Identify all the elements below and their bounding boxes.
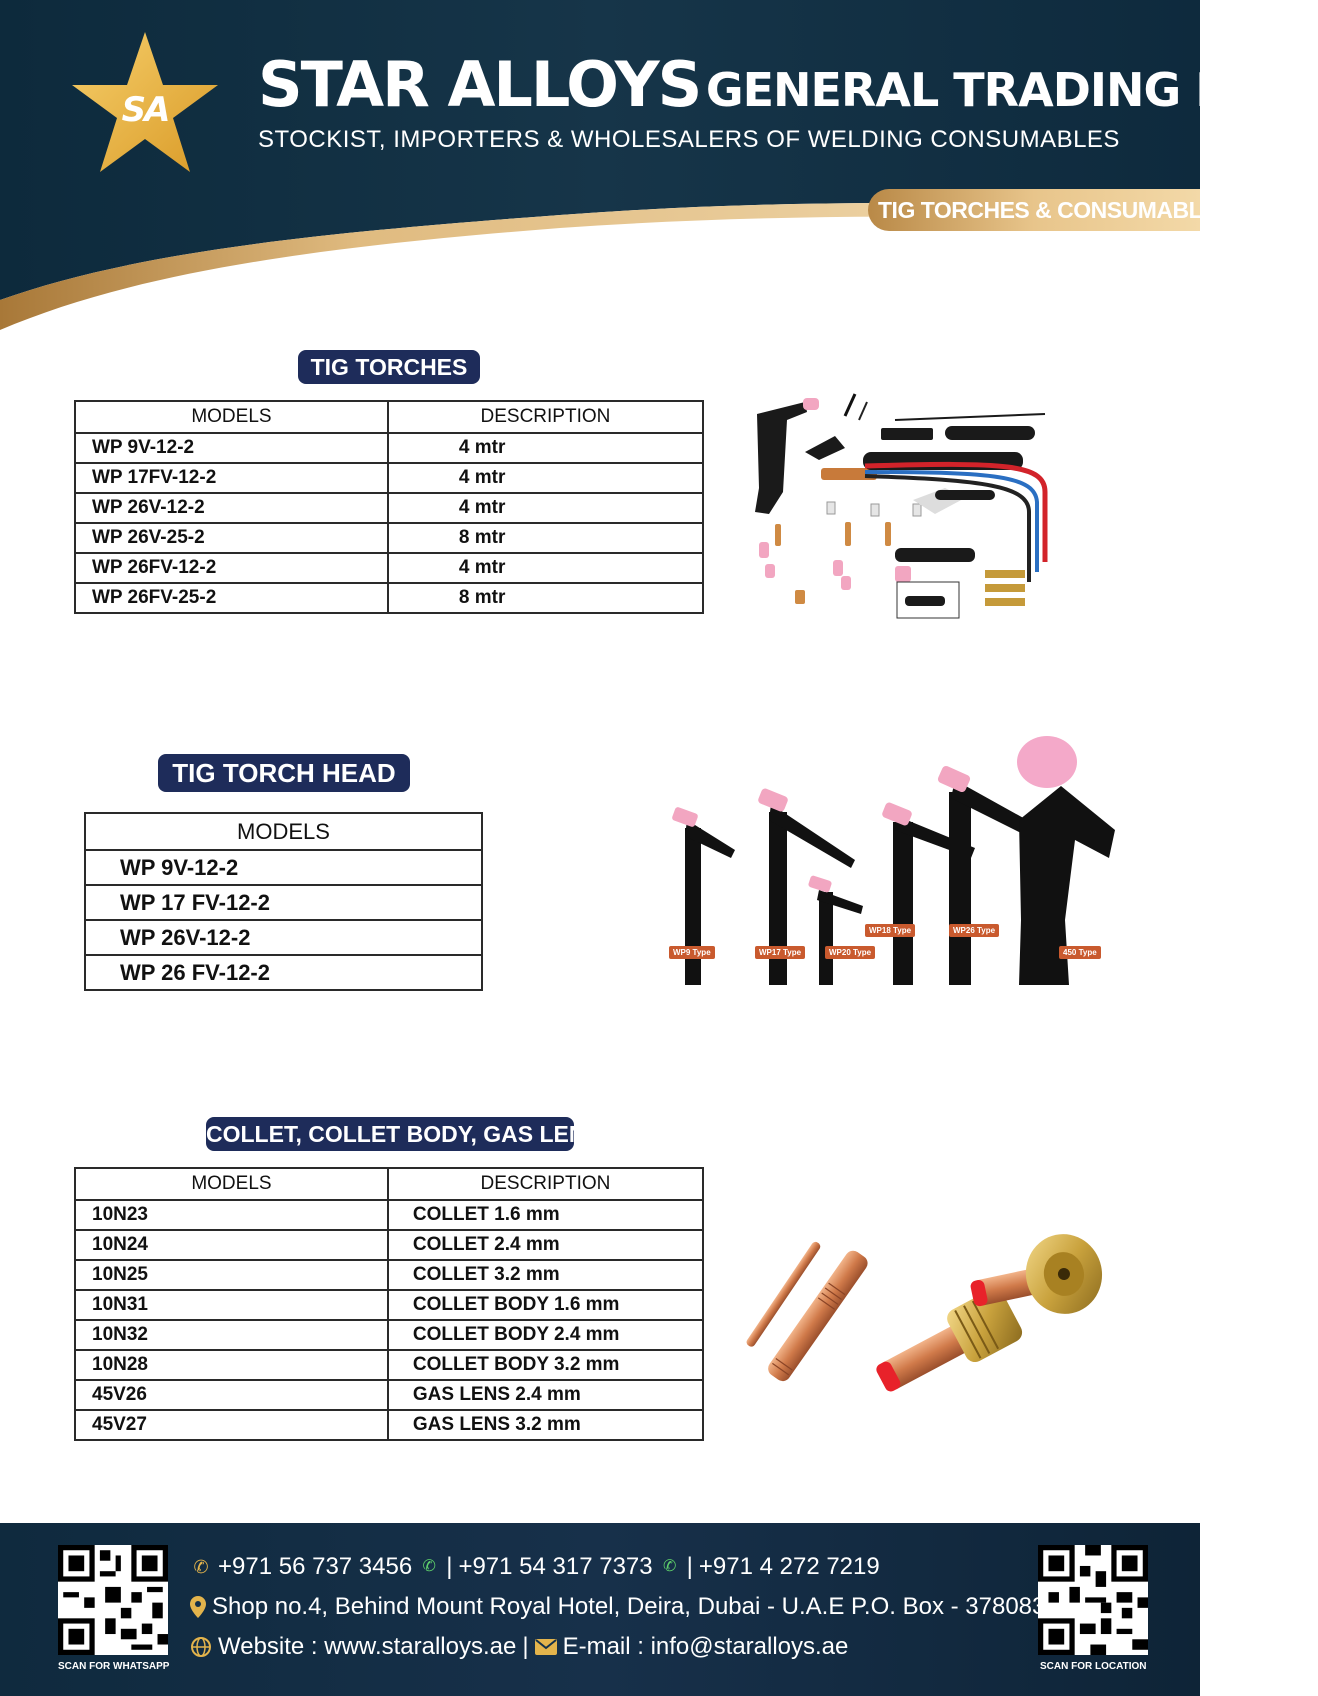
web-line	[190, 1633, 848, 1661]
collet-parts-illustration	[725, 1230, 1145, 1400]
table-row	[75, 1320, 703, 1350]
description-cell: 4 mtr	[388, 493, 703, 523]
description-cell: COLLET BODY 3.2 mm	[388, 1350, 703, 1380]
model-cell: WP 17 FV-12-2	[85, 885, 482, 920]
phone-icon: ✆	[193, 1557, 209, 1577]
description-cell: COLLET 2.4 mm	[388, 1230, 703, 1260]
description-cell: 4 mtr	[388, 553, 703, 583]
torch-type-tag: 450 Type	[1059, 946, 1101, 959]
model-cell: WP 26V-12-2	[75, 493, 388, 523]
model-cell: WP 26FV-12-2	[75, 553, 388, 583]
model-cell: 45V26	[75, 1380, 388, 1410]
section-badge: TIG TORCHES & CONSUMABLES	[868, 189, 1200, 231]
table-row	[75, 1410, 703, 1440]
separator: |	[686, 1553, 693, 1580]
torch-type-tag: WP20 Type	[825, 946, 875, 959]
company-tagline: STOCKIST, IMPORTERS & WHOLESALERS OF WELDING CONSUMABLES	[258, 126, 1120, 153]
company-name-primary: STAR ALLOYS	[258, 48, 701, 121]
table-row	[85, 885, 482, 920]
address-line	[190, 1593, 1045, 1621]
torch-type-tag: WP18 Type	[865, 924, 915, 937]
model-cell: WP 26V-12-2	[85, 920, 482, 955]
model-cell: 10N32	[75, 1320, 388, 1350]
mail-icon	[535, 1639, 557, 1655]
column-header-description: DESCRIPTION	[388, 1168, 703, 1200]
location-pin-icon	[190, 1596, 206, 1618]
description-cell: 4 mtr	[388, 463, 703, 493]
phone-number-2[interactable]: +971 54 317 7373	[458, 1553, 653, 1580]
description-cell: COLLET BODY 1.6 mm	[388, 1290, 703, 1320]
table-row	[75, 1290, 703, 1320]
table-row	[75, 523, 703, 553]
company-name-secondary: GENERAL TRADING L.L.C	[705, 63, 1318, 117]
qr-code-icon[interactable]	[58, 1545, 168, 1655]
table-row	[75, 433, 703, 463]
phone-number-1[interactable]: +971 56 737 3456	[218, 1553, 413, 1580]
model-cell: WP 9V-12-2	[75, 433, 388, 463]
phone-number-3[interactable]: +971 4 272 7219	[698, 1553, 880, 1580]
table-row	[75, 1260, 703, 1290]
model-cell: 10N28	[75, 1350, 388, 1380]
tig-torches-table	[74, 400, 704, 614]
model-cell: 10N23	[75, 1200, 388, 1230]
model-cell: WP 9V-12-2	[85, 850, 482, 885]
phone-line	[190, 1553, 880, 1581]
column-header-models: MODELS	[75, 1168, 388, 1200]
tig-torch-exploded-diagram	[745, 392, 1115, 632]
torch-type-tag: WP9 Type	[669, 946, 715, 959]
section-title-tig-torches: TIG TORCHES	[298, 350, 480, 384]
description-cell: GAS LENS 2.4 mm	[388, 1380, 703, 1410]
description-cell: COLLET BODY 2.4 mm	[388, 1320, 703, 1350]
table-row	[75, 553, 703, 583]
separator: |	[522, 1633, 529, 1660]
model-cell: 10N24	[75, 1230, 388, 1260]
section-title-tig-torch-head: TIG TORCH HEAD	[158, 754, 410, 792]
model-cell: 10N25	[75, 1260, 388, 1290]
qr-code-icon[interactable]	[1038, 1545, 1148, 1655]
logo-text: SA	[121, 90, 169, 130]
address-text: Shop no.4, Behind Mount Royal Hotel, Deira, Dubai - U.A.E P.O. Box - 378083	[212, 1593, 1046, 1620]
separator: |	[446, 1553, 453, 1580]
torch-type-tag: WP17 Type	[755, 946, 805, 959]
website-link[interactable]: Website : www.staralloys.ae	[218, 1633, 517, 1660]
model-cell: WP 26V-25-2	[75, 523, 388, 553]
table-row	[85, 850, 482, 885]
description-cell: 4 mtr	[388, 433, 703, 463]
torch-type-tag: WP26 Type	[949, 924, 999, 937]
table-row	[75, 493, 703, 523]
description-cell: GAS LENS 3.2 mm	[388, 1410, 703, 1440]
table-header-row	[75, 1168, 703, 1200]
table-row	[75, 463, 703, 493]
model-cell: WP 26FV-25-2	[75, 583, 388, 613]
column-header-models: MODELS	[75, 401, 388, 433]
description-cell: COLLET 3.2 mm	[388, 1260, 703, 1290]
description-cell: 8 mtr	[388, 583, 703, 613]
table-header-row	[75, 401, 703, 433]
torch-heads-illustration	[665, 740, 1125, 985]
model-cell: WP 17FV-12-2	[75, 463, 388, 493]
qr-right-label: SCAN FOR LOCATION	[1040, 1661, 1147, 1672]
table-row	[85, 920, 482, 955]
column-header-description: DESCRIPTION	[388, 401, 703, 433]
tig-torch-head-table	[84, 812, 483, 991]
company-name	[258, 48, 1318, 121]
page-header	[0, 0, 1318, 340]
qr-left-label: SCAN FOR WHATSAPP	[58, 1661, 170, 1672]
page-footer	[0, 1523, 1200, 1696]
email-link[interactable]: E-mail : info@staralloys.ae	[562, 1633, 849, 1660]
table-row	[75, 583, 703, 613]
column-header-models: MODELS	[85, 813, 482, 850]
model-cell: 10N31	[75, 1290, 388, 1320]
description-cell: 8 mtr	[388, 523, 703, 553]
section-title-collet: COLLET, COLLET BODY, GAS LENS	[206, 1117, 574, 1151]
whatsapp-icon: ✆	[662, 1558, 677, 1575]
torch-heads-drawing	[665, 740, 1125, 985]
table-row	[85, 955, 482, 990]
table-row	[75, 1350, 703, 1380]
model-cell: WP 26 FV-12-2	[85, 955, 482, 990]
collet-table	[74, 1167, 704, 1441]
whatsapp-icon: ✆	[422, 1558, 436, 1575]
globe-icon	[190, 1636, 212, 1658]
model-cell: 45V27	[75, 1410, 388, 1440]
table-row	[75, 1380, 703, 1410]
table-row	[75, 1200, 703, 1230]
description-cell: COLLET 1.6 mm	[388, 1200, 703, 1230]
table-row	[75, 1230, 703, 1260]
table-header-row	[85, 813, 482, 850]
